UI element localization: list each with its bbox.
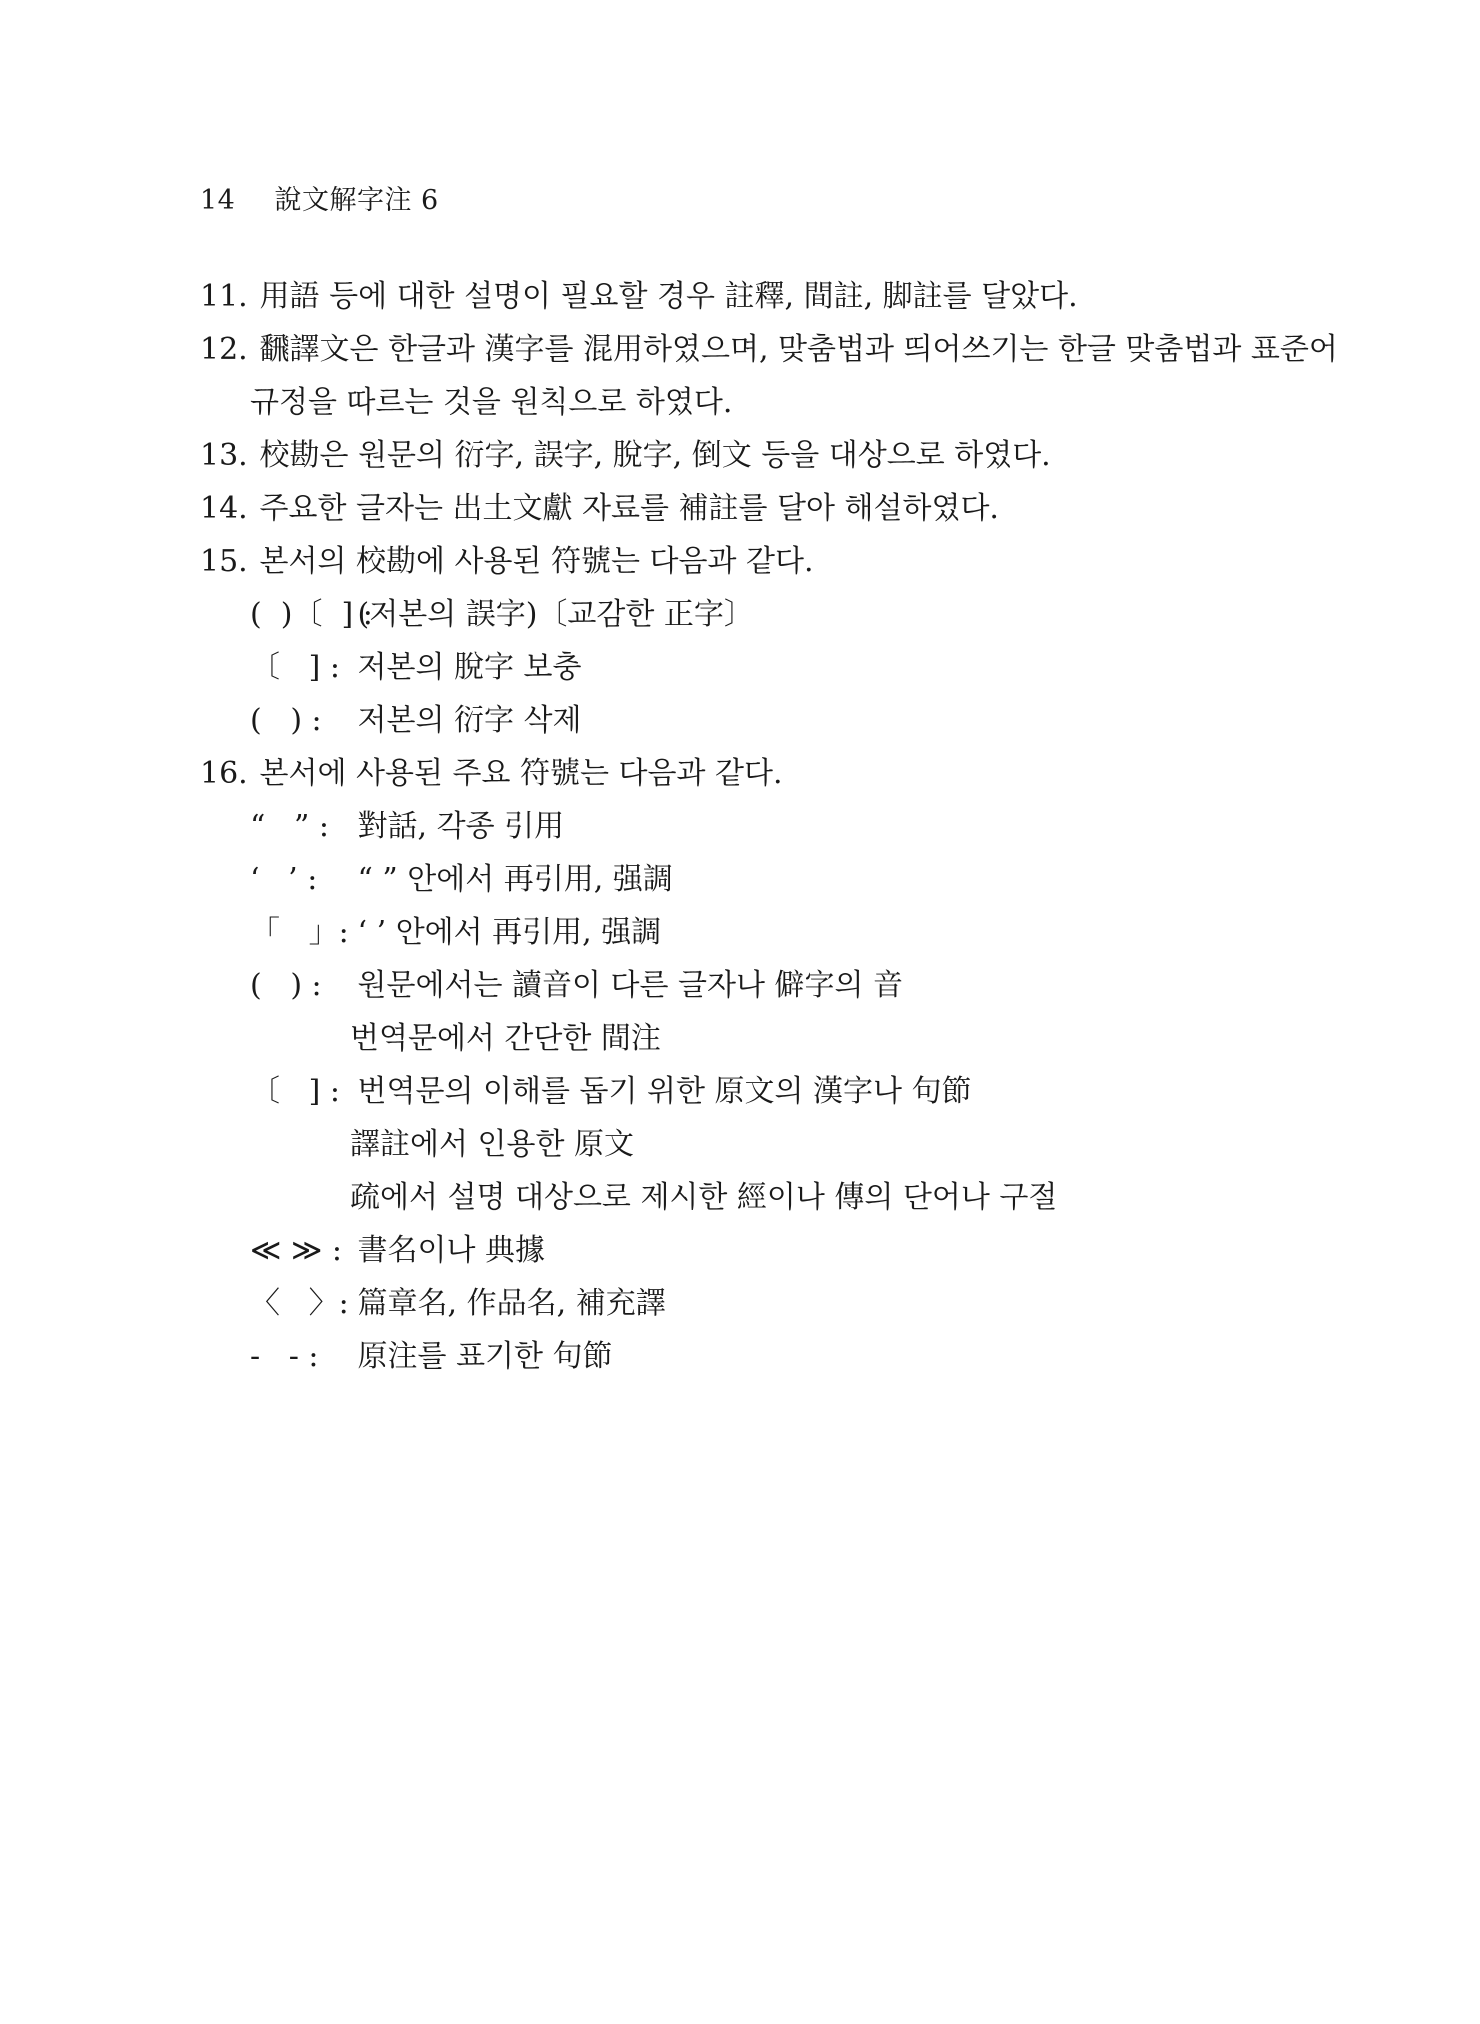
note-number: 11. (200, 279, 248, 314)
page-header (200, 178, 439, 217)
symbol-row (200, 800, 1330, 853)
symbol-description: 원문에서는 讀音이 다른 글자나 僻字의 音 (357, 968, 903, 1003)
note-item-16 (200, 747, 1330, 800)
note-text: 규정을 따르는 것을 원칙으로 하였다. (250, 385, 733, 420)
symbol-description: 저본의 衍字 삭제 (357, 703, 582, 738)
symbol-description: 번역문의 이해를 돕기 위한 原文의 漢字나 句節 (357, 1074, 972, 1109)
note-text: 주요한 글자는 出土文獻 자료를 補註를 달아 해설하였다. (259, 491, 999, 526)
symbol-row-continued (200, 1171, 1330, 1224)
symbol-mark: “ ” : (250, 809, 329, 844)
note-number: 16. (200, 756, 248, 791)
symbol-mark: 〔 ] : (250, 650, 340, 685)
symbol-row-continued (200, 1118, 1330, 1171)
symbol-description: 原注를 표기한 句節 (357, 1339, 613, 1374)
symbol-mark: 「 」: (250, 915, 349, 950)
symbol-description: 篇章名, 作品名, 補充譯 (357, 1286, 666, 1321)
symbol-row (200, 853, 1330, 906)
note-text: 校勘은 원문의 衍字, 誤字, 脫字, 倒文 등을 대상으로 하였다. (259, 438, 1051, 473)
symbol-row (200, 1330, 1330, 1383)
book-title: 說文解字注 6 (274, 185, 439, 216)
symbol-description: 譯註에서 인용한 原文 (350, 1127, 634, 1162)
symbol-row (200, 1224, 1330, 1277)
symbol-mark: ‘ ’ : (250, 862, 318, 897)
symbol-description: ‘ ’ 안에서 再引用, 强調 (357, 915, 662, 950)
symbol-mark: - - : (250, 1339, 319, 1374)
note-number: 13. (200, 438, 248, 473)
symbol-row-continued (200, 1012, 1330, 1065)
note-item-12-continued (200, 376, 1330, 429)
note-item-11 (200, 270, 1330, 323)
note-text: 飜譯文은 한글과 漢字를 混用하였으며, 맞춤법과 띄어쓰기는 한글 맞춤법과 표준어 (259, 332, 1338, 367)
symbol-description: 번역문에서 간단한 間注 (350, 1021, 661, 1056)
symbol-description: 疏에서 설명 대상으로 제시한 經이나 傳의 단어나 구절 (350, 1180, 1058, 1215)
symbol-mark: 〈 〉: (250, 1286, 349, 1321)
symbol-mark: ≪ ≫ : (250, 1233, 342, 1268)
symbol-description: “ ” 안에서 再引用, 强調 (357, 862, 673, 897)
note-item-12 (200, 323, 1338, 376)
note-item-13 (200, 429, 1330, 482)
symbol-row (200, 1277, 1330, 1330)
symbol-description: 對話, 각종 引用 (357, 809, 565, 844)
note-text: 用語 등에 대한 설명이 필요할 경우 註釋, 間註, 脚註를 달았다. (259, 279, 1078, 314)
symbol-mark: 〔 ] : (250, 1074, 340, 1109)
collation-symbol-row (200, 641, 1330, 694)
symbol-mark: ( ) : (250, 968, 322, 1003)
collation-symbol-row (200, 694, 1330, 747)
note-item-15 (200, 535, 1330, 588)
note-number: 12. (200, 332, 248, 367)
symbol-row (200, 906, 1330, 959)
symbol-description: 저본의 脫字 보충 (357, 650, 582, 685)
collation-symbol-row (200, 588, 1330, 641)
symbol-mark: ( ) : (250, 703, 322, 738)
symbol-mark: ( )〔 ] : (250, 597, 373, 632)
note-number: 14. (200, 491, 248, 526)
note-text: 본서에 사용된 주요 符號는 다음과 같다. (259, 756, 783, 791)
symbol-row (200, 1065, 1330, 1118)
note-item-14 (200, 482, 1330, 535)
page-number: 14 (200, 185, 236, 216)
note-number: 15. (200, 544, 248, 579)
note-text: 본서의 校勘에 사용된 符號는 다음과 같다. (259, 544, 814, 579)
symbol-description: (저본의 誤字)〔교감한 正字〕 (357, 597, 754, 632)
notes-list (200, 270, 1338, 1383)
symbol-description: 書名이나 典據 (357, 1233, 546, 1268)
symbol-row (200, 959, 1330, 1012)
